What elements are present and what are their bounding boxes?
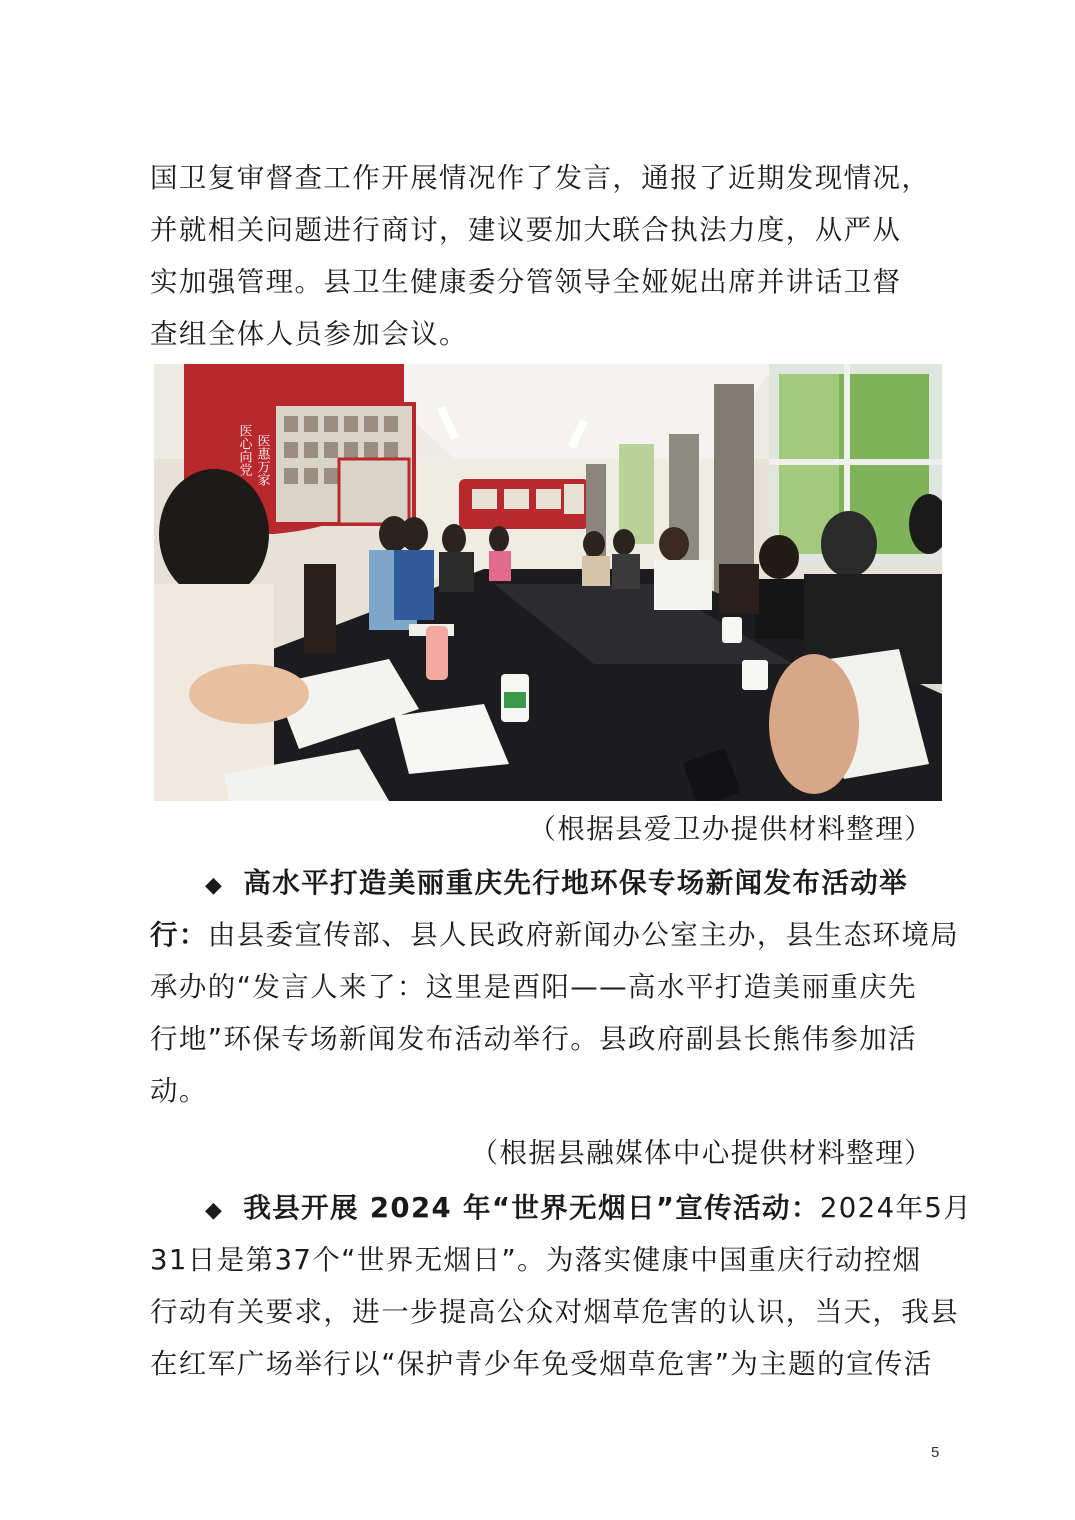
svg-text:医心向党: 医心向党 [236, 424, 252, 476]
diamond-bullet-icon: ◆ [205, 1198, 224, 1223]
text-line [150, 909, 960, 961]
body-text: 2024年5月 [819, 1192, 973, 1224]
text-line: 国卫复审督查工作开展情况作了发言，通报了近期发现情况， [150, 162, 931, 194]
text-line: 行地”环保专场新闻发布活动举行。县政府副县长熊伟参加活 [150, 1023, 918, 1055]
diamond-bullet-icon: ◆ [205, 873, 224, 898]
page-number: 5 [931, 1444, 940, 1461]
section-heading [150, 1182, 973, 1234]
text-line: 承办的“发言人来了：这里是酉阳——高水平打造美丽重庆先 [150, 971, 918, 1003]
svg-text:医惠万家: 医惠万家 [254, 434, 270, 486]
text-line: 查组全体人员参加会议。 [150, 318, 468, 350]
heading-text: 高水平打造美丽重庆先行地环保专场新闻发布活动举 [243, 867, 909, 899]
body-text: 由县委宣传部、县人民政府新闻办公室主办，县生态环境局 [207, 919, 960, 951]
section-environment-press [150, 857, 960, 1117]
text-line: 实加强管理。县卫生健康委分管领导全娅妮出席并讲话卫督 [150, 266, 902, 298]
source-note-media-center: （根据县融媒体中心提供材料整理） [470, 1137, 933, 1169]
heading-text-cont: 行： [150, 919, 208, 951]
heading-text: 我县开展 2024 年“世界无烟日”宣传活动： [243, 1192, 820, 1224]
section-heading [150, 857, 955, 909]
text-line: 行动有关要求，进一步提高公众对烟草危害的认识，当天，我县 [150, 1296, 960, 1328]
section-no-tobacco-day [150, 1182, 973, 1390]
text-line: 动。 [150, 1075, 208, 1107]
paragraph-meeting-summary [150, 152, 955, 360]
meeting-photo [154, 364, 942, 801]
text-line: 在红军广场举行以“保护青少年免受烟草危害”为主题的宣传活 [150, 1348, 933, 1380]
text-line: 并就相关问题进行商讨，建议要加大联合执法力度，从严从 [150, 214, 902, 246]
source-note-aiweiban: （根据县爱卫办提供材料整理） [528, 813, 933, 845]
text-line: 31日是第37个“世界无烟日”。为落实健康中国重庆行动控烟 [150, 1244, 922, 1276]
